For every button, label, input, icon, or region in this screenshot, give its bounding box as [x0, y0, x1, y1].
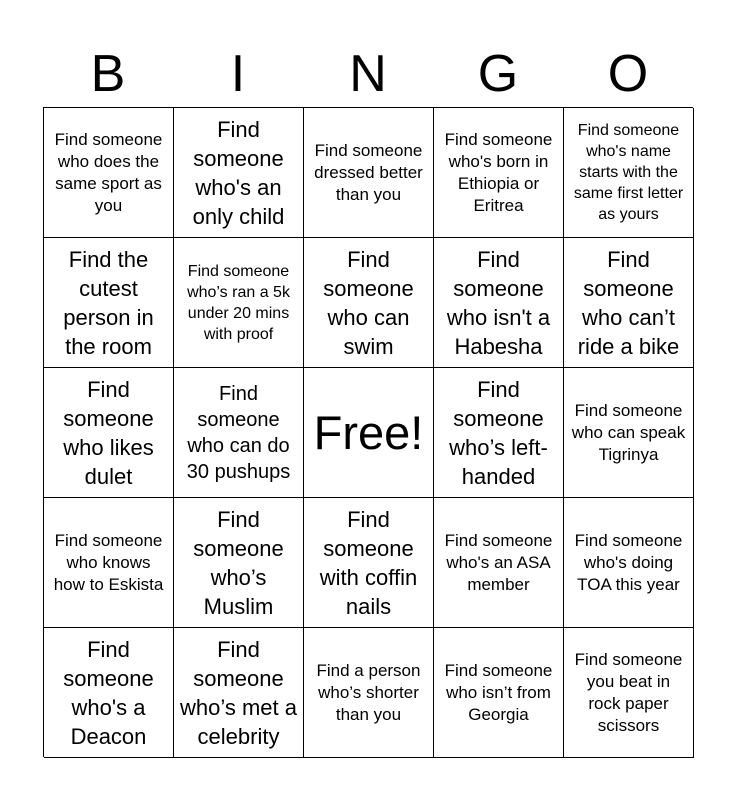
bingo-cell-text: Find someone who knows how to Eskista	[53, 530, 164, 594]
free-space-text: Free!	[313, 405, 424, 459]
bingo-cell-text: Find someone dressed better than you	[314, 140, 423, 204]
bingo-cell-text: Find someone who can speak Tigrinya	[571, 400, 686, 464]
bingo-cell-r5-c3[interactable]	[304, 628, 434, 758]
bingo-cell-text: Find the cutest person in the room	[63, 246, 154, 359]
bingo-cell-text: Find someone who’s met a celebrity	[180, 636, 297, 749]
bingo-cell-text: Find someone who's doing TOA this year	[574, 530, 683, 594]
bingo-cell-r2-c2[interactable]	[174, 238, 304, 368]
bingo-cell-text: Find someone who's born in Ethiopia or Eritrea	[444, 129, 553, 215]
bingo-cell-text: Find someone who likes dulet	[63, 376, 154, 489]
bingo-cell-r1-c5[interactable]	[564, 108, 694, 238]
bingo-cell-text: Find someone who can’t ride a bike	[577, 246, 680, 359]
bingo-card-grid	[43, 107, 693, 757]
bingo-cell-r1-c4[interactable]	[434, 108, 564, 238]
bingo-cell-r2-c5[interactable]	[564, 238, 694, 368]
bingo-cell-r1-c1[interactable]	[44, 108, 174, 238]
bingo-header	[43, 40, 693, 108]
bingo-cell-r5-c4[interactable]	[434, 628, 564, 758]
header-letter-n: N	[349, 45, 387, 103]
bingo-cell-r5-c2[interactable]	[174, 628, 304, 758]
bingo-cell-r1-c3[interactable]	[304, 108, 434, 238]
header-letter-i: I	[230, 45, 246, 103]
bingo-cell-r4-c3[interactable]	[304, 498, 434, 628]
bingo-cell-text: Find someone who’s Muslim	[193, 506, 284, 619]
bingo-cell-text: Find someone who’s left-handed	[449, 376, 548, 489]
bingo-cell-r4-c5[interactable]	[564, 498, 694, 628]
bingo-cell-r5-c1[interactable]	[44, 628, 174, 758]
bingo-cell-text: Find someone who's name starts with the same first letter as yours	[573, 122, 684, 223]
bingo-cell-r3-c4[interactable]	[434, 368, 564, 498]
free-space-cell[interactable]	[304, 368, 434, 498]
bingo-cell-text: Find someone who can swim	[323, 246, 414, 359]
bingo-cell-text: Find someone who's a Deacon	[63, 636, 154, 749]
bingo-cell-text: Find someone who does the same sport as you	[54, 129, 163, 215]
bingo-cell-text: Find a person who’s shorter than you	[316, 660, 421, 724]
header-letter-o: O	[607, 45, 649, 103]
bingo-cell-r2-c1[interactable]	[44, 238, 174, 368]
bingo-cell-r3-c5[interactable]	[564, 368, 694, 498]
header-letter-b: B	[90, 45, 126, 103]
bingo-cell-r4-c1[interactable]	[44, 498, 174, 628]
bingo-cell-text: Find someone who isn’t from Georgia	[444, 660, 553, 724]
bingo-cell-r2-c4[interactable]	[434, 238, 564, 368]
bingo-cell-text: Find someone who isn't a Habesha	[446, 246, 551, 359]
bingo-cell-text: Find someone who's an ASA member	[444, 530, 553, 594]
bingo-cell-text: Find someone you beat in rock paper scissors	[574, 649, 683, 735]
bingo-cell-text: Find someone with coffin nails	[319, 506, 418, 619]
bingo-cell-r4-c4[interactable]	[434, 498, 564, 628]
header-letter-g: G	[477, 45, 519, 103]
bingo-cell-r2-c3[interactable]	[304, 238, 434, 368]
bingo-cell-r3-c1[interactable]	[44, 368, 174, 498]
bingo-cell-r5-c5[interactable]	[564, 628, 694, 758]
bingo-cell-text: Find someone who can do 30 pushups	[186, 382, 291, 483]
bingo-cell-r4-c2[interactable]	[174, 498, 304, 628]
bingo-cell-text: Find someone who’s ran a 5k under 20 mins with proof	[187, 262, 290, 343]
bingo-cell-r3-c2[interactable]	[174, 368, 304, 498]
bingo-cell-r1-c2[interactable]	[174, 108, 304, 238]
bingo-cell-text: Find someone who's an only child	[192, 116, 285, 229]
